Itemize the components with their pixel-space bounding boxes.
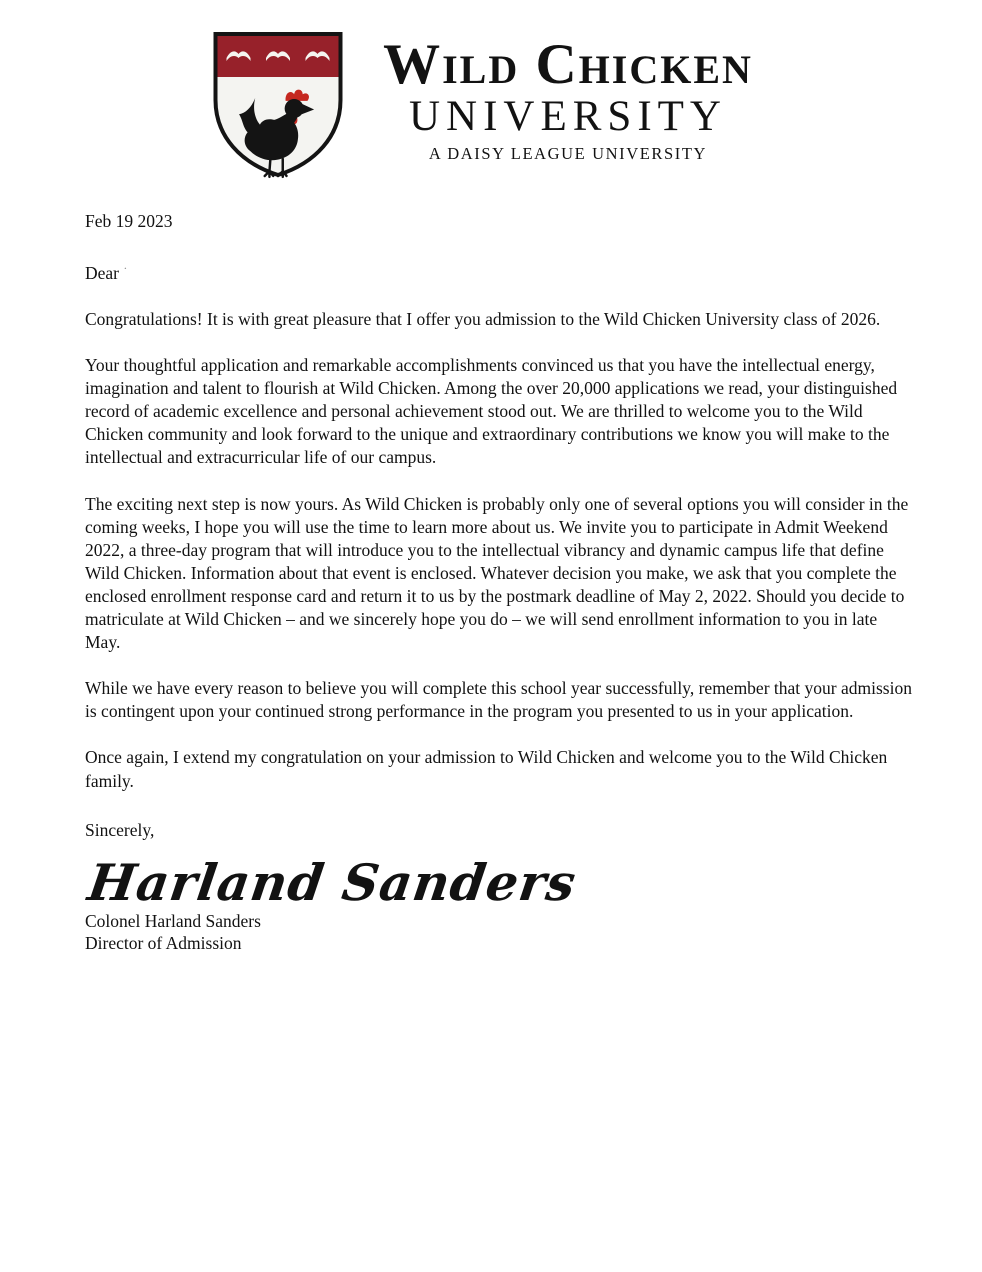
university-crest-icon — [209, 28, 347, 180]
salutation-text: Dear — [85, 262, 120, 283]
university-title-block — [363, 28, 773, 164]
paragraph-welcome: Once again, I extend my congratulation on your admission to Wild Chicken and welcome you to the Wild Chicken family. — [85, 747, 888, 791]
letterhead — [0, 0, 982, 180]
crest-svg — [209, 28, 347, 180]
closing: Sincerely, — [85, 819, 155, 840]
signer-title: Director of Admission — [85, 933, 242, 954]
paragraph-contingency: While we have every reason to believe you will complete this school year successfully, remember that your admission is contingent upon your continued strong performance in the program you presented to us in your application. — [85, 678, 912, 722]
salutation — [85, 261, 912, 285]
paragraph-next-steps: The exciting next step is now yours. As Wild Chicken is probably only one of several options you will consider in the coming weeks, I hope you will use the time to learn more about us. We invite you to participate in Admit Weekend 2022, a three-day program that will introduce you to the intellectual vibrancy and dynamic campus life that define Wild Chicken. Information about that event is enclosed. Whatever decision you make, we ask that you complete the enclosed enrollment response card and return it to us by the postmark deadline of May 2, 2022. Should you decide to matriculate at Wild Chicken – and we sincerely hope you do – we will send enrollment information to you in late May. — [85, 493, 909, 653]
paragraph-congratulations: Congratulations! It is with great pleasure that I offer you admission to the Wild Chicken University class of 2026. — [85, 309, 881, 330]
university-word: UNIVERSITY — [409, 93, 727, 140]
letter-body — [0, 210, 982, 954]
paragraph-application: Your thoughtful application and remarkable accomplishments convinced us that you have the intellectual energy, imagination and talent to flourish at Wild Chicken. Among the over 20,000 applications we read, your distinguished record of academic excellence and personal achievement stood out. We are thrilled to welcome you to the Wild Chicken community and look forward to the unique and extraordinary contributions we know you will make to the intellectual and extracurricular life of our campus. — [85, 355, 898, 468]
signer-name: Colonel Harland Sanders — [85, 910, 261, 931]
signature-script: Harland Sanders — [84, 852, 580, 912]
university-name: Wild Chicken — [383, 33, 753, 96]
redacted-name-mark: · — [123, 261, 128, 276]
letter-date: Feb 19 2023 — [85, 211, 173, 231]
university-tagline: A DAISY LEAGUE UNIVERSITY — [428, 144, 708, 164]
